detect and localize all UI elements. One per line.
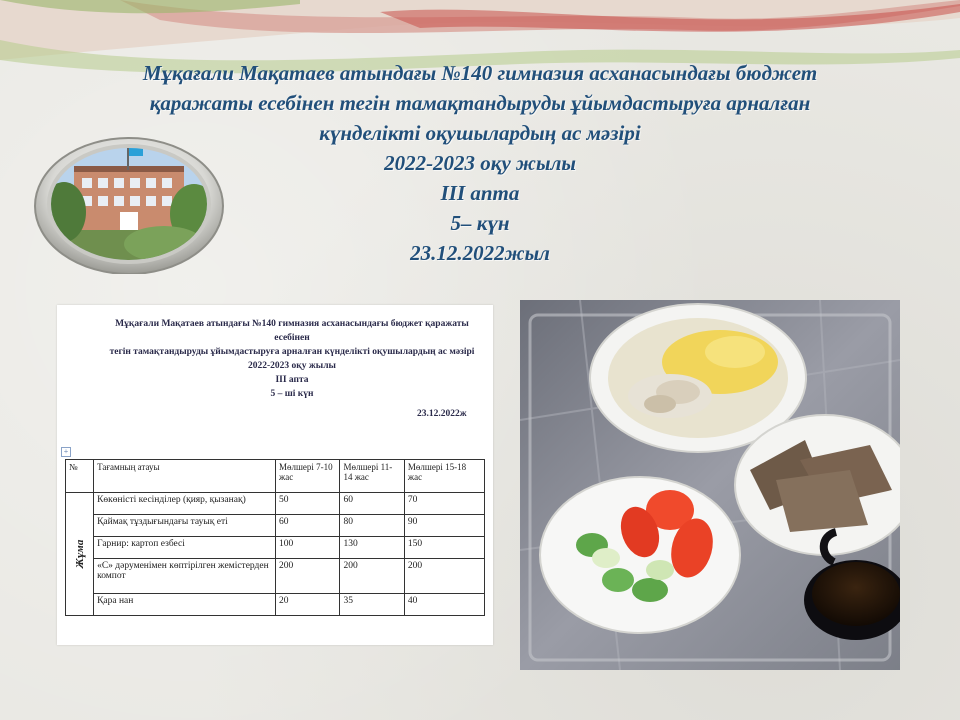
weekday-label: Жұма	[73, 539, 86, 569]
portion-7-10: 20	[276, 594, 340, 616]
table-move-handle-icon: +	[61, 447, 71, 457]
table-row	[66, 559, 485, 594]
title-day: 5– күн	[450, 211, 510, 235]
menu-document-scan	[57, 305, 493, 645]
portion-7-10: 200	[276, 559, 340, 594]
document-heading-line-1: Мұқағали Мақатаев атындағы №140 гимназия асханасындағы бюджет қаражаты есебінен	[115, 319, 469, 343]
portion-11-14: 130	[340, 537, 404, 559]
portion-11-14: 200	[340, 559, 404, 594]
dish-name: Гарнир: картоп езбесі	[94, 537, 276, 559]
portion-11-14: 60	[340, 493, 404, 515]
header-dish-name: Тағамның атауы	[94, 460, 276, 493]
document-year: 2022-2023 оқу жылы	[248, 361, 336, 371]
document-day: 5 – ші күн	[270, 389, 314, 399]
table-header-row	[66, 460, 485, 493]
header-number: №	[66, 460, 94, 493]
portion-7-10: 50	[276, 493, 340, 515]
title-year: 2022-2023 оқу жылы	[384, 151, 576, 175]
school-building-emblem	[34, 134, 224, 274]
title-week: III апта	[440, 181, 520, 205]
portion-11-14: 35	[340, 594, 404, 616]
title-line-1: Мұқағали Мақатаев атындағы №140 гимназия асханасындағы бюджет	[142, 61, 818, 85]
portion-15-18: 90	[404, 515, 484, 537]
table-row	[66, 537, 485, 559]
title-line-2: қаражаты есебінен тегін тамақтандыруды ұйымдастыруға арналған	[149, 91, 811, 115]
dish-name: «С» дәруменімен көптірілген жемістерден компот	[94, 559, 276, 594]
table-row	[66, 594, 485, 616]
header-portion-11-14: Мөлшері 11-14 жас	[340, 460, 404, 493]
title-date: 23.12.2022жыл	[410, 241, 550, 265]
portion-7-10: 100	[276, 537, 340, 559]
table-row	[66, 515, 485, 537]
document-week: III апта	[275, 375, 309, 385]
title-line-3: күнделікті оқушылардың ас мәзірі	[319, 121, 641, 145]
document-date: 23.12.2022ж	[417, 409, 467, 419]
meal-photo	[520, 300, 900, 670]
portion-15-18: 150	[404, 537, 484, 559]
dish-name: Көкөністі кесінділер (қияр, қызанақ)	[94, 493, 276, 515]
portion-7-10: 60	[276, 515, 340, 537]
document-heading-line-2: тегін тамақтандыруды ұйымдастыруға арналған күнделікті оқушылардың ас мәзірі	[109, 347, 475, 357]
header-portion-7-10: Мөлшері 7-10 жас	[276, 460, 340, 493]
portion-11-14: 80	[340, 515, 404, 537]
dish-name: Қара нан	[94, 594, 276, 616]
portion-15-18: 200	[404, 559, 484, 594]
portion-15-18: 70	[404, 493, 484, 515]
document-heading	[97, 317, 487, 401]
portion-15-18: 40	[404, 594, 484, 616]
header-portion-15-18: Мөлшері 15-18 жас	[404, 460, 484, 493]
table-row	[66, 493, 485, 515]
dish-name: Қаймақ тұздығындағы тауық еті	[94, 515, 276, 537]
menu-table	[65, 459, 485, 616]
weekday-cell	[66, 493, 94, 616]
